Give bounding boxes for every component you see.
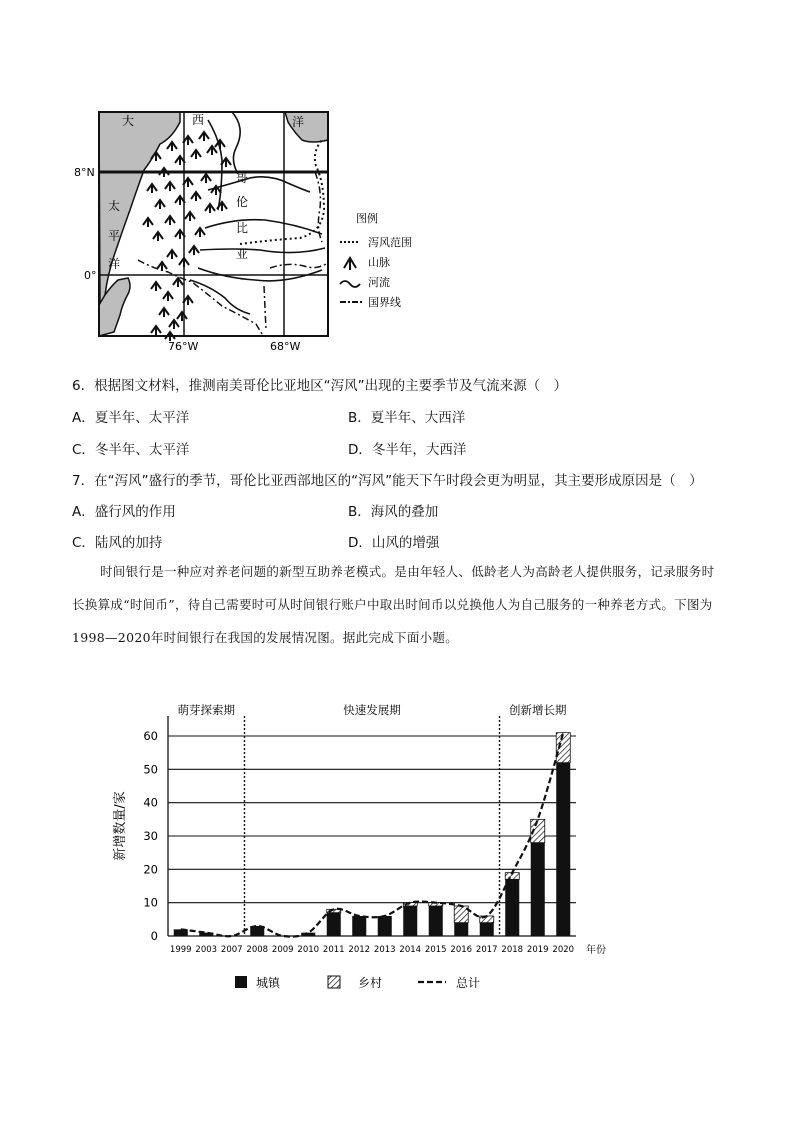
time-bank-chart bbox=[100, 698, 640, 998]
country-label-2: 伦 bbox=[236, 195, 249, 209]
lat-label-8n: 8°N bbox=[74, 166, 95, 179]
mountain-icon bbox=[147, 184, 157, 193]
y-tick-label: 0 bbox=[150, 929, 158, 943]
mountain-icon bbox=[159, 308, 169, 317]
bar-urban bbox=[556, 763, 570, 936]
question-7-option-c[interactable]: C．陆风的加持 bbox=[72, 535, 163, 551]
y-tick-label: 30 bbox=[143, 829, 158, 843]
chart-legend bbox=[235, 975, 480, 990]
mountain-icon bbox=[177, 312, 187, 321]
legend-label-total: 总计 bbox=[456, 976, 481, 990]
mountain-icon bbox=[159, 168, 169, 177]
x-tick-label: 2019 bbox=[526, 945, 549, 955]
x-tick-label: 2010 bbox=[297, 945, 320, 955]
mountain-icon bbox=[165, 182, 175, 191]
mountain-icon bbox=[195, 228, 205, 237]
mountain-icon bbox=[167, 142, 177, 151]
lat-label-0: 0° bbox=[84, 269, 97, 282]
bar-rural bbox=[454, 906, 468, 923]
mountain-icon bbox=[189, 246, 199, 255]
mountain-icon bbox=[205, 204, 215, 213]
legend-item-border: 国界线 bbox=[368, 296, 401, 309]
x-tick-label: 2012 bbox=[348, 945, 371, 955]
colombia-map bbox=[60, 100, 440, 360]
wind-range bbox=[240, 140, 324, 244]
question-7-option-d[interactable]: D．山风的增强 bbox=[348, 535, 440, 551]
x-tick-label: 2003 bbox=[195, 945, 218, 955]
question-7-option-b[interactable]: B．海风的叠加 bbox=[348, 504, 439, 520]
legend-item-mountain: 山脉 bbox=[368, 256, 390, 269]
y-tick-label: 60 bbox=[143, 729, 158, 743]
pacific-label-2: 平 bbox=[108, 229, 121, 243]
mountain-icon bbox=[199, 132, 209, 141]
x-tick-label: 2008 bbox=[246, 945, 269, 955]
passage-time-bank: 时间银行是一种应对养老问题的新型互助养老模式。是由年轻人、低龄老人为高龄老人提供服务，记录服务时长换算成“时间币”，待自己需要时可从时间银行账户中取出时间币以兑换他人为自己服务的一种养老方式。下图为1998—2020年时间银行在我国的发展情况图。据此完成下面小题。 bbox=[72, 564, 715, 645]
mountain-icon bbox=[191, 150, 201, 159]
y-tick-label: 20 bbox=[143, 862, 158, 877]
mountain-icon bbox=[201, 174, 211, 183]
x-tick-label: 2013 bbox=[373, 945, 396, 955]
y-tick-label: 40 bbox=[143, 795, 158, 810]
ocean-shading bbox=[99, 112, 328, 336]
period-label: 快速发展期 bbox=[343, 703, 401, 717]
sea-label-3: 洋 bbox=[292, 115, 305, 129]
mountain-icon bbox=[151, 282, 161, 291]
mountain-symbols bbox=[143, 132, 231, 341]
mountain-icon bbox=[191, 192, 201, 201]
map-legend bbox=[340, 211, 412, 309]
question-6-option-d[interactable]: D．冬半年，大西洋 bbox=[348, 442, 467, 458]
x-axis-label: 年份 bbox=[586, 945, 606, 956]
mountain-icon bbox=[169, 320, 179, 329]
legend-swatch-rural bbox=[328, 976, 340, 988]
bar-urban bbox=[403, 906, 417, 936]
legend-title: 图例 bbox=[356, 212, 378, 225]
x-tick-label: 2018 bbox=[501, 945, 524, 955]
bar-urban bbox=[454, 923, 468, 936]
bar-urban bbox=[429, 906, 443, 936]
x-tick-label: 2011 bbox=[322, 945, 345, 955]
country-label-4: 亚 bbox=[236, 247, 249, 261]
bar-urban bbox=[480, 923, 494, 936]
legend-label-rural: 乡村 bbox=[358, 976, 383, 990]
period-label: 萌芽探索期 bbox=[177, 703, 235, 717]
mountain-icon bbox=[215, 140, 225, 149]
mountain-icon bbox=[173, 278, 183, 287]
mountain-icon bbox=[165, 216, 175, 225]
sea-label-1: 大 bbox=[122, 114, 135, 128]
pacific-label-1: 太 bbox=[108, 199, 121, 213]
question-6-option-c[interactable]: C．冬半年、太平洋 bbox=[72, 442, 190, 458]
mountain-icon bbox=[157, 262, 167, 271]
mountain-icon bbox=[163, 292, 173, 301]
x-tick-label: 2009 bbox=[271, 945, 294, 955]
x-tick-label: 2017 bbox=[475, 945, 498, 955]
country-label-1: 哥 bbox=[236, 171, 249, 185]
legend-swatch-urban bbox=[235, 976, 247, 988]
mountain-icon bbox=[344, 258, 356, 270]
river-icon bbox=[340, 281, 360, 287]
mountain-icon bbox=[155, 200, 165, 209]
mountain-icon bbox=[185, 212, 195, 221]
sea-label-2: 西 bbox=[192, 113, 205, 127]
x-tick-label: 1999 bbox=[169, 945, 192, 955]
y-tick-label: 10 bbox=[143, 895, 158, 910]
bar-urban bbox=[378, 916, 392, 936]
question-6-option-b[interactable]: B．夏半年、大西洋 bbox=[348, 410, 466, 426]
mountain-icon bbox=[153, 232, 163, 241]
question-6-option-a[interactable]: A．夏半年、太平洋 bbox=[72, 410, 190, 426]
lon-label-76w: 76°W bbox=[168, 340, 199, 353]
pacific-label-3: 洋 bbox=[108, 257, 121, 271]
bar-urban bbox=[505, 879, 519, 936]
period-label: 创新增长期 bbox=[509, 703, 567, 717]
country-label-3: 比 bbox=[236, 221, 249, 235]
x-tick-label: 2014 bbox=[399, 945, 422, 955]
question-7-option-a[interactable]: A．盛行风的作用 bbox=[72, 504, 176, 520]
bar-urban bbox=[531, 843, 545, 936]
bar-urban bbox=[327, 913, 341, 936]
bar-urban bbox=[352, 916, 366, 936]
mountain-icon bbox=[179, 258, 189, 267]
mountain-icon bbox=[167, 250, 177, 259]
x-tick-label: 2020 bbox=[552, 945, 575, 955]
x-tick-label: 2016 bbox=[450, 945, 473, 955]
lon-label-68w: 68°W bbox=[270, 340, 301, 353]
x-tick-label: 2015 bbox=[424, 945, 447, 955]
legend-item-wind: 泻风范围 bbox=[368, 236, 412, 249]
mountain-icon bbox=[143, 218, 153, 227]
x-tick-label: 2007 bbox=[220, 945, 243, 955]
question-6-stem: 6．根据图文材料，推测南美哥伦比亚地区“泻风”出现的主要季节及气流来源（ ） bbox=[72, 378, 568, 394]
y-axis-label: 新增数量/家 bbox=[113, 791, 128, 861]
legend-item-river: 河流 bbox=[368, 276, 390, 289]
question-7-stem: 7．在“泻风”盛行的季节，哥伦比亚西部地区的“泻风”能天下午时段会更为明显，其主要形成原因是（ ） bbox=[72, 473, 703, 489]
legend-label-urban: 城镇 bbox=[256, 976, 281, 990]
mountain-icon bbox=[151, 326, 161, 335]
y-tick-label: 50 bbox=[143, 762, 158, 777]
